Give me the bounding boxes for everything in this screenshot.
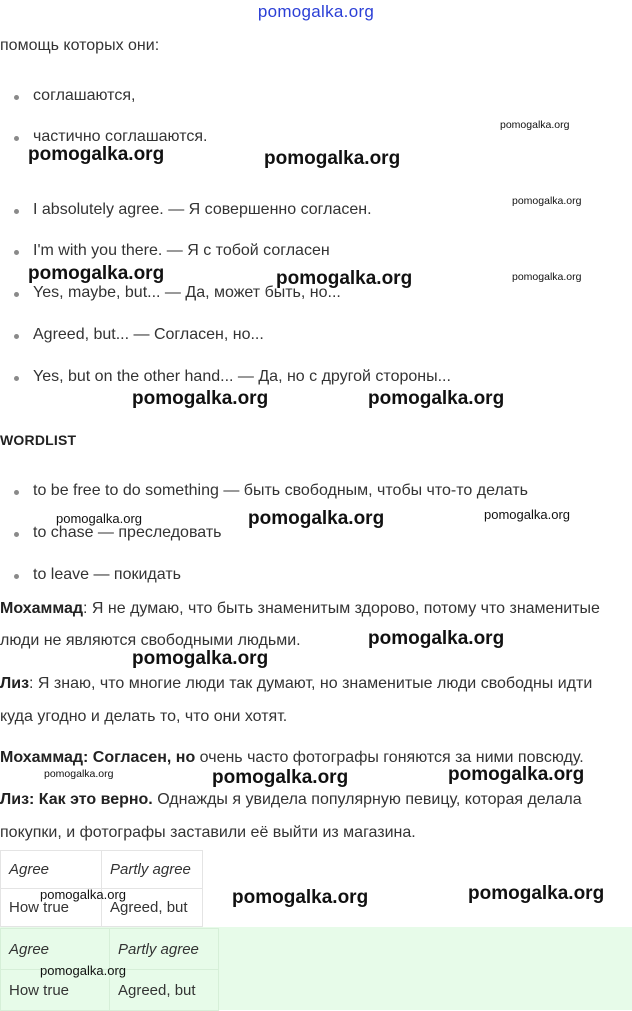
dialogue-line	[0, 791, 582, 809]
watermark: pomogalka.org	[264, 148, 401, 169]
wordlist-heading: WORDLIST	[0, 432, 77, 448]
phrase-item: Yes, maybe, but... — Да, может быть, но...	[33, 284, 341, 301]
dialogue-text: люди не являются свободными людьми.	[0, 632, 301, 649]
bullet-dot	[14, 574, 19, 579]
bullet-dot	[14, 250, 19, 255]
watermark: pomogalka.org	[368, 388, 505, 409]
table-header-cell: Agree	[1, 929, 110, 970]
watermark: pomogalka.org	[276, 268, 413, 289]
table-header-cell: Partly agree	[102, 851, 203, 889]
list-item: частично соглашаются.	[33, 128, 208, 145]
speaker-name: Лиз	[0, 791, 30, 808]
watermark: pomogalka.org	[212, 767, 349, 788]
watermark: pomogalka.org	[28, 263, 165, 284]
watermark: pomogalka.org	[448, 764, 585, 785]
table-header-cell: Agree	[1, 851, 102, 889]
bullet-dot	[14, 136, 19, 141]
bullet-dot	[14, 292, 19, 297]
watermark: pomogalka.org	[248, 508, 385, 529]
table-cell: How true	[1, 970, 110, 1011]
speaker-name: Мохаммад	[0, 600, 84, 617]
list-item: соглашаются,	[33, 87, 136, 104]
dialogue-text: : Я знаю, что многие люди так думают, но знаменитые люди свободны идти	[29, 675, 593, 692]
speaker-name: Мохаммад	[0, 749, 84, 766]
dialogue-text: : Я не думаю, что быть знаменитым здорово, потому что знаменитые	[83, 600, 600, 617]
dialogue-text: Однажды я увидела популярную певицу, которая делала	[152, 791, 582, 808]
intro-text: помощь которых они:	[0, 37, 160, 54]
table-cell: How true	[1, 889, 102, 927]
watermark: pomogalka.org	[28, 144, 165, 165]
dialogue-text: очень часто фотографы гоняются за ними повсюду.	[195, 749, 584, 766]
watermark: pomogalka.org	[468, 883, 605, 904]
watermark: pomogalka.org	[56, 511, 142, 526]
watermark: pomogalka.org	[484, 507, 570, 522]
wordlist-item: to leave — покидать	[33, 566, 181, 583]
bullet-dot	[14, 532, 19, 537]
table-header-cell: Partly agree	[110, 929, 219, 970]
dialogue-line	[0, 600, 600, 618]
table-cell: Agreed, but	[102, 889, 203, 927]
watermark: pomogalka.org	[40, 963, 126, 978]
phrase-item: I absolutely agree. — Я совершенно согласен.	[33, 201, 372, 218]
wordlist-item: to be free to do something — быть свободным, чтобы что-то делать	[33, 482, 528, 499]
watermark: pomogalka.org	[500, 119, 570, 131]
watermark: pomogalka.org	[132, 388, 269, 409]
table-cell: Agreed, but	[110, 970, 219, 1011]
watermark: pomogalka.org	[512, 271, 582, 283]
watermark: pomogalka.org	[132, 648, 269, 669]
dialogue-text: куда угодно и делать то, что они хотят.	[0, 708, 288, 725]
watermark: pomogalka.org	[44, 768, 114, 780]
dialogue-line	[0, 675, 592, 693]
agree-phrase: : Согласен, но	[83, 749, 196, 766]
site-logo-link[interactable]: pomogalka.org	[257, 2, 375, 21]
agree-phrase: : Как это верно.	[29, 791, 153, 808]
bullet-dot	[14, 334, 19, 339]
bullet-dot	[14, 209, 19, 214]
speaker-name: Лиз	[0, 675, 30, 692]
dialogue-text: покупки, и фотографы заставили её выйти из магазина.	[0, 824, 416, 841]
wordlist-item: to chase — преследовать	[33, 524, 222, 541]
bullet-dot	[14, 376, 19, 381]
watermark: pomogalka.org	[40, 887, 126, 902]
phrase-item: Agreed, but... — Согласен, но...	[33, 326, 264, 343]
bullet-dot	[14, 490, 19, 495]
bullet-dot	[14, 95, 19, 100]
phrase-item: I'm with you there. — Я с тобой согласен	[33, 242, 330, 259]
watermark: pomogalka.org	[512, 195, 582, 207]
watermark: pomogalka.org	[368, 628, 505, 649]
watermark: pomogalka.org	[232, 887, 369, 908]
phrase-item: Yes, but on the other hand... — Да, но с другой стороны...	[33, 368, 451, 385]
